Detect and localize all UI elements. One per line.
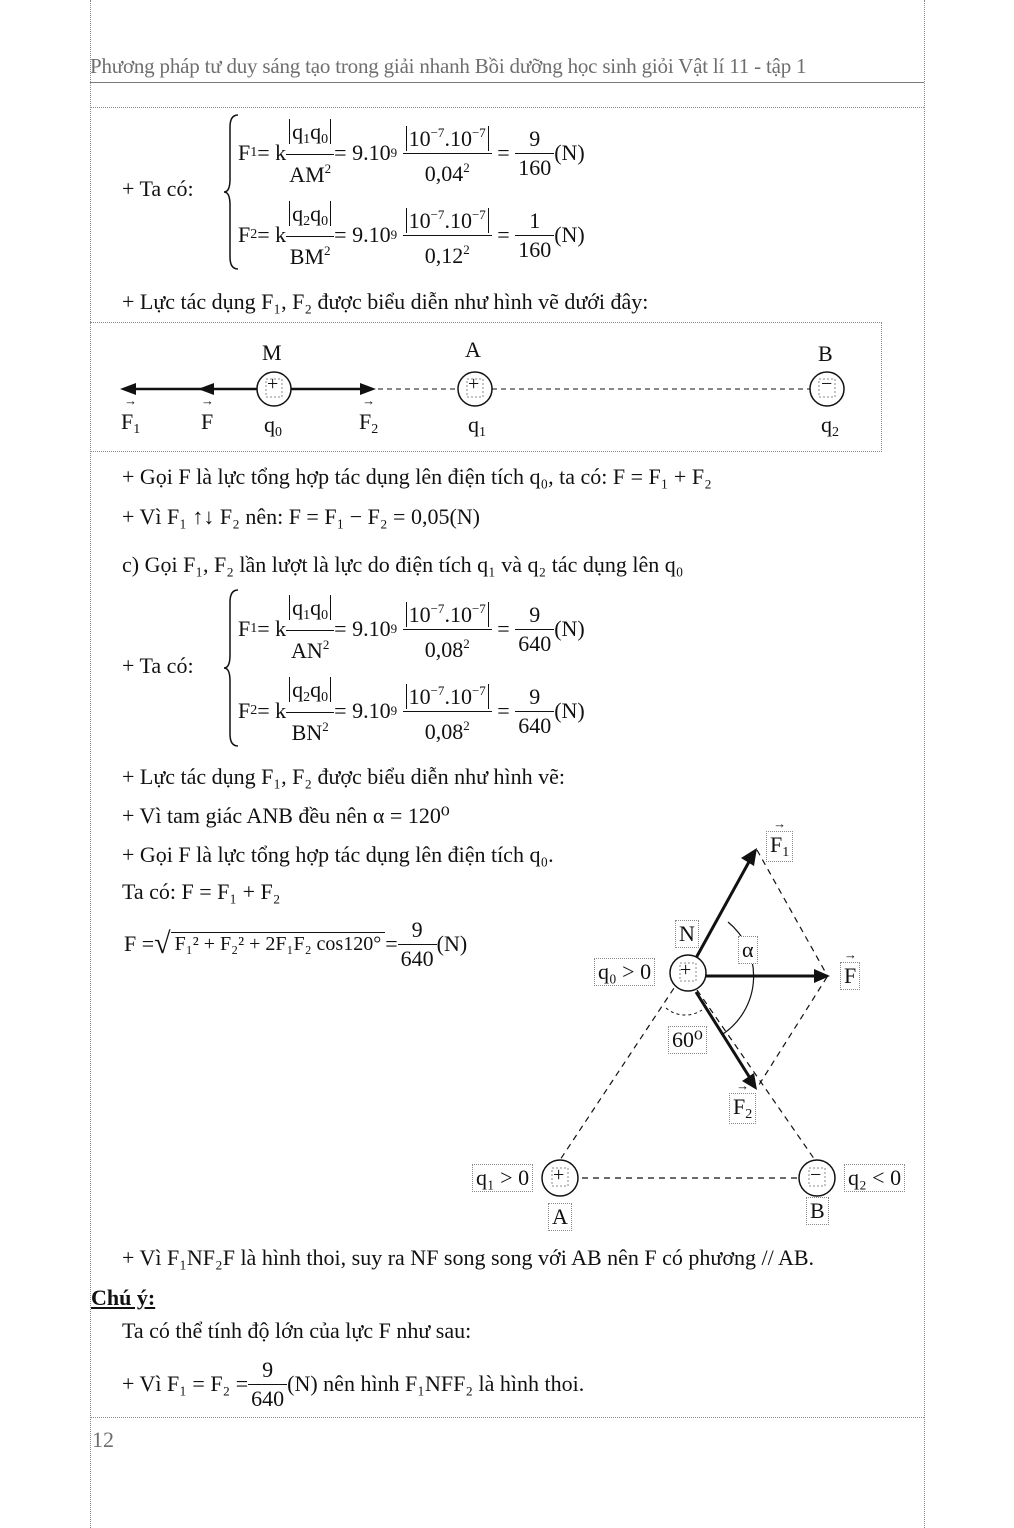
fig2-A: A <box>548 1203 572 1231</box>
fig2-F1: → $F_1$ <box>766 831 793 862</box>
page-border-right <box>924 0 925 1528</box>
fig2-F: → F <box>840 962 860 990</box>
line-goi-b: + Gọi F là lực tổng hợp tác dụng lên điện tích q₀, ta có: F = F₁ + F₂ <box>122 464 712 489</box>
fig1-q0: $q_0$ <box>264 412 282 440</box>
line-luc-b: + Lực tác dụng F₁, F₂ được biểu diễn như hình vẽ dưới đây: <box>122 289 649 314</box>
content-border-top <box>90 107 924 108</box>
fig1-q2: $q_2$ <box>821 412 839 440</box>
fig1-F2: → $F_2$ <box>359 409 378 438</box>
fig2-F2: → $F_2$ <box>729 1093 756 1124</box>
fig1-F1: → $F_1$ <box>121 409 140 438</box>
fig1-q1: $q_1$ <box>468 412 486 440</box>
equation-b2: F 2 = k $\frac{q_2q_0}{BM^2}$ = 9.10 9 $\frac{10^{-7}.10^{-7}}{0,12^2}$ = $\frac{1}{160}$ (N) <box>238 200 585 269</box>
fig1-label-B: B <box>818 341 833 366</box>
line-luc-c: + Lực tác dụng F₁, F₂ được biểu diễn như hình vẽ: <box>122 764 565 789</box>
fig2-angle: 60⁰ <box>668 1026 707 1054</box>
fig1-minus-B: − <box>821 373 833 395</box>
line-vi-b: + Vì F₁ ↑↓ F₂ nên: F = F₁ − F₂ = 0,05(N) <box>122 504 481 529</box>
fig1-label-A: A <box>465 337 481 362</box>
formula-F: F = √ F₁² + F₂² + 2F₁F₂ cos120° = $\frac{9}{640}$ (N) <box>124 916 468 971</box>
fig1-plus-M: + <box>267 373 279 395</box>
fig1-plus-A: + <box>468 373 480 395</box>
section-c-intro: c) Gọi F₁, F₂ lần lượt là lực do điện tích q₁ và q₂ tác dụng lên q₀ <box>122 552 684 577</box>
line-tamgiac: + Vì tam giác ANB đều nên α = 120⁰ <box>122 803 450 828</box>
page-number: 12 <box>92 1427 114 1452</box>
fig2-q2-label: q₂ < 0 <box>844 1164 905 1192</box>
header-title: Phương pháp tư duy sáng tạo trong giải nhanh Bồi dưỡng học sinh giỏi Vật lí 11 - tập 1 <box>90 54 807 78</box>
equation-c1: F 1 = k $\frac{q_1q_0}{AN^2}$ = 9.10 9 $\frac{10^{-7}.10^{-7}}{0,08^2}$ = $\frac{9}{640}$ (N) <box>238 594 585 663</box>
fig2-q1-label: q₁ > 0 <box>472 1164 533 1192</box>
fig2-q0-label: q₀ > 0 <box>594 958 655 986</box>
equation-c2: F 2 = k $\frac{q_2q_0}{BN^2}$ = 9.10 9 $\frac{10^{-7}.10^{-7}}{0,08^2}$ = $\frac{9}{640}$ (N) <box>238 676 585 745</box>
content-border-bottom <box>90 1417 924 1418</box>
note-line1: Ta có thể tính độ lớn của lực F như sau: <box>122 1318 472 1343</box>
fig2-B: B <box>806 1197 829 1225</box>
fig1-label-M: M <box>262 340 282 365</box>
fig2-N: N <box>675 920 699 948</box>
line-taco-c: Ta có: F = F₁ + F₂ <box>122 879 281 904</box>
line-goi-c: + Gọi F là lực tổng hợp tác dụng lên điện tích q₀. <box>122 842 554 867</box>
fig2-plus-A: + <box>553 1164 565 1186</box>
ta-co-label-b: + Ta có: <box>122 176 194 201</box>
line-thoi: + Vì F₁NF₂F là hình thoi, suy ra NF song song với AB nên F có phương // AB. <box>122 1245 815 1270</box>
fig2-alpha: α <box>738 936 758 964</box>
equation-b1: F 1 = k $\frac{q_1q_0}{AM^2}$ = 9.10 9 $\frac{10^{-7}.10^{-7}}{0,04^2}$ = $\frac{9}{160}$ (N) <box>238 118 585 187</box>
fig2-minus-B: − <box>810 1164 822 1186</box>
fig1-F: → F <box>201 409 213 435</box>
note-title: Chú ý: <box>91 1285 156 1310</box>
header-rule <box>90 82 924 83</box>
ta-co-label-c: + Ta có: <box>122 653 194 678</box>
note-line2: + Vì F₁ = F₂ = $\frac{9}{640}$ (N) nên hình F₁NFF₂ là hình thoi. <box>122 1356 585 1411</box>
fig2-plus-N: + <box>680 959 692 981</box>
